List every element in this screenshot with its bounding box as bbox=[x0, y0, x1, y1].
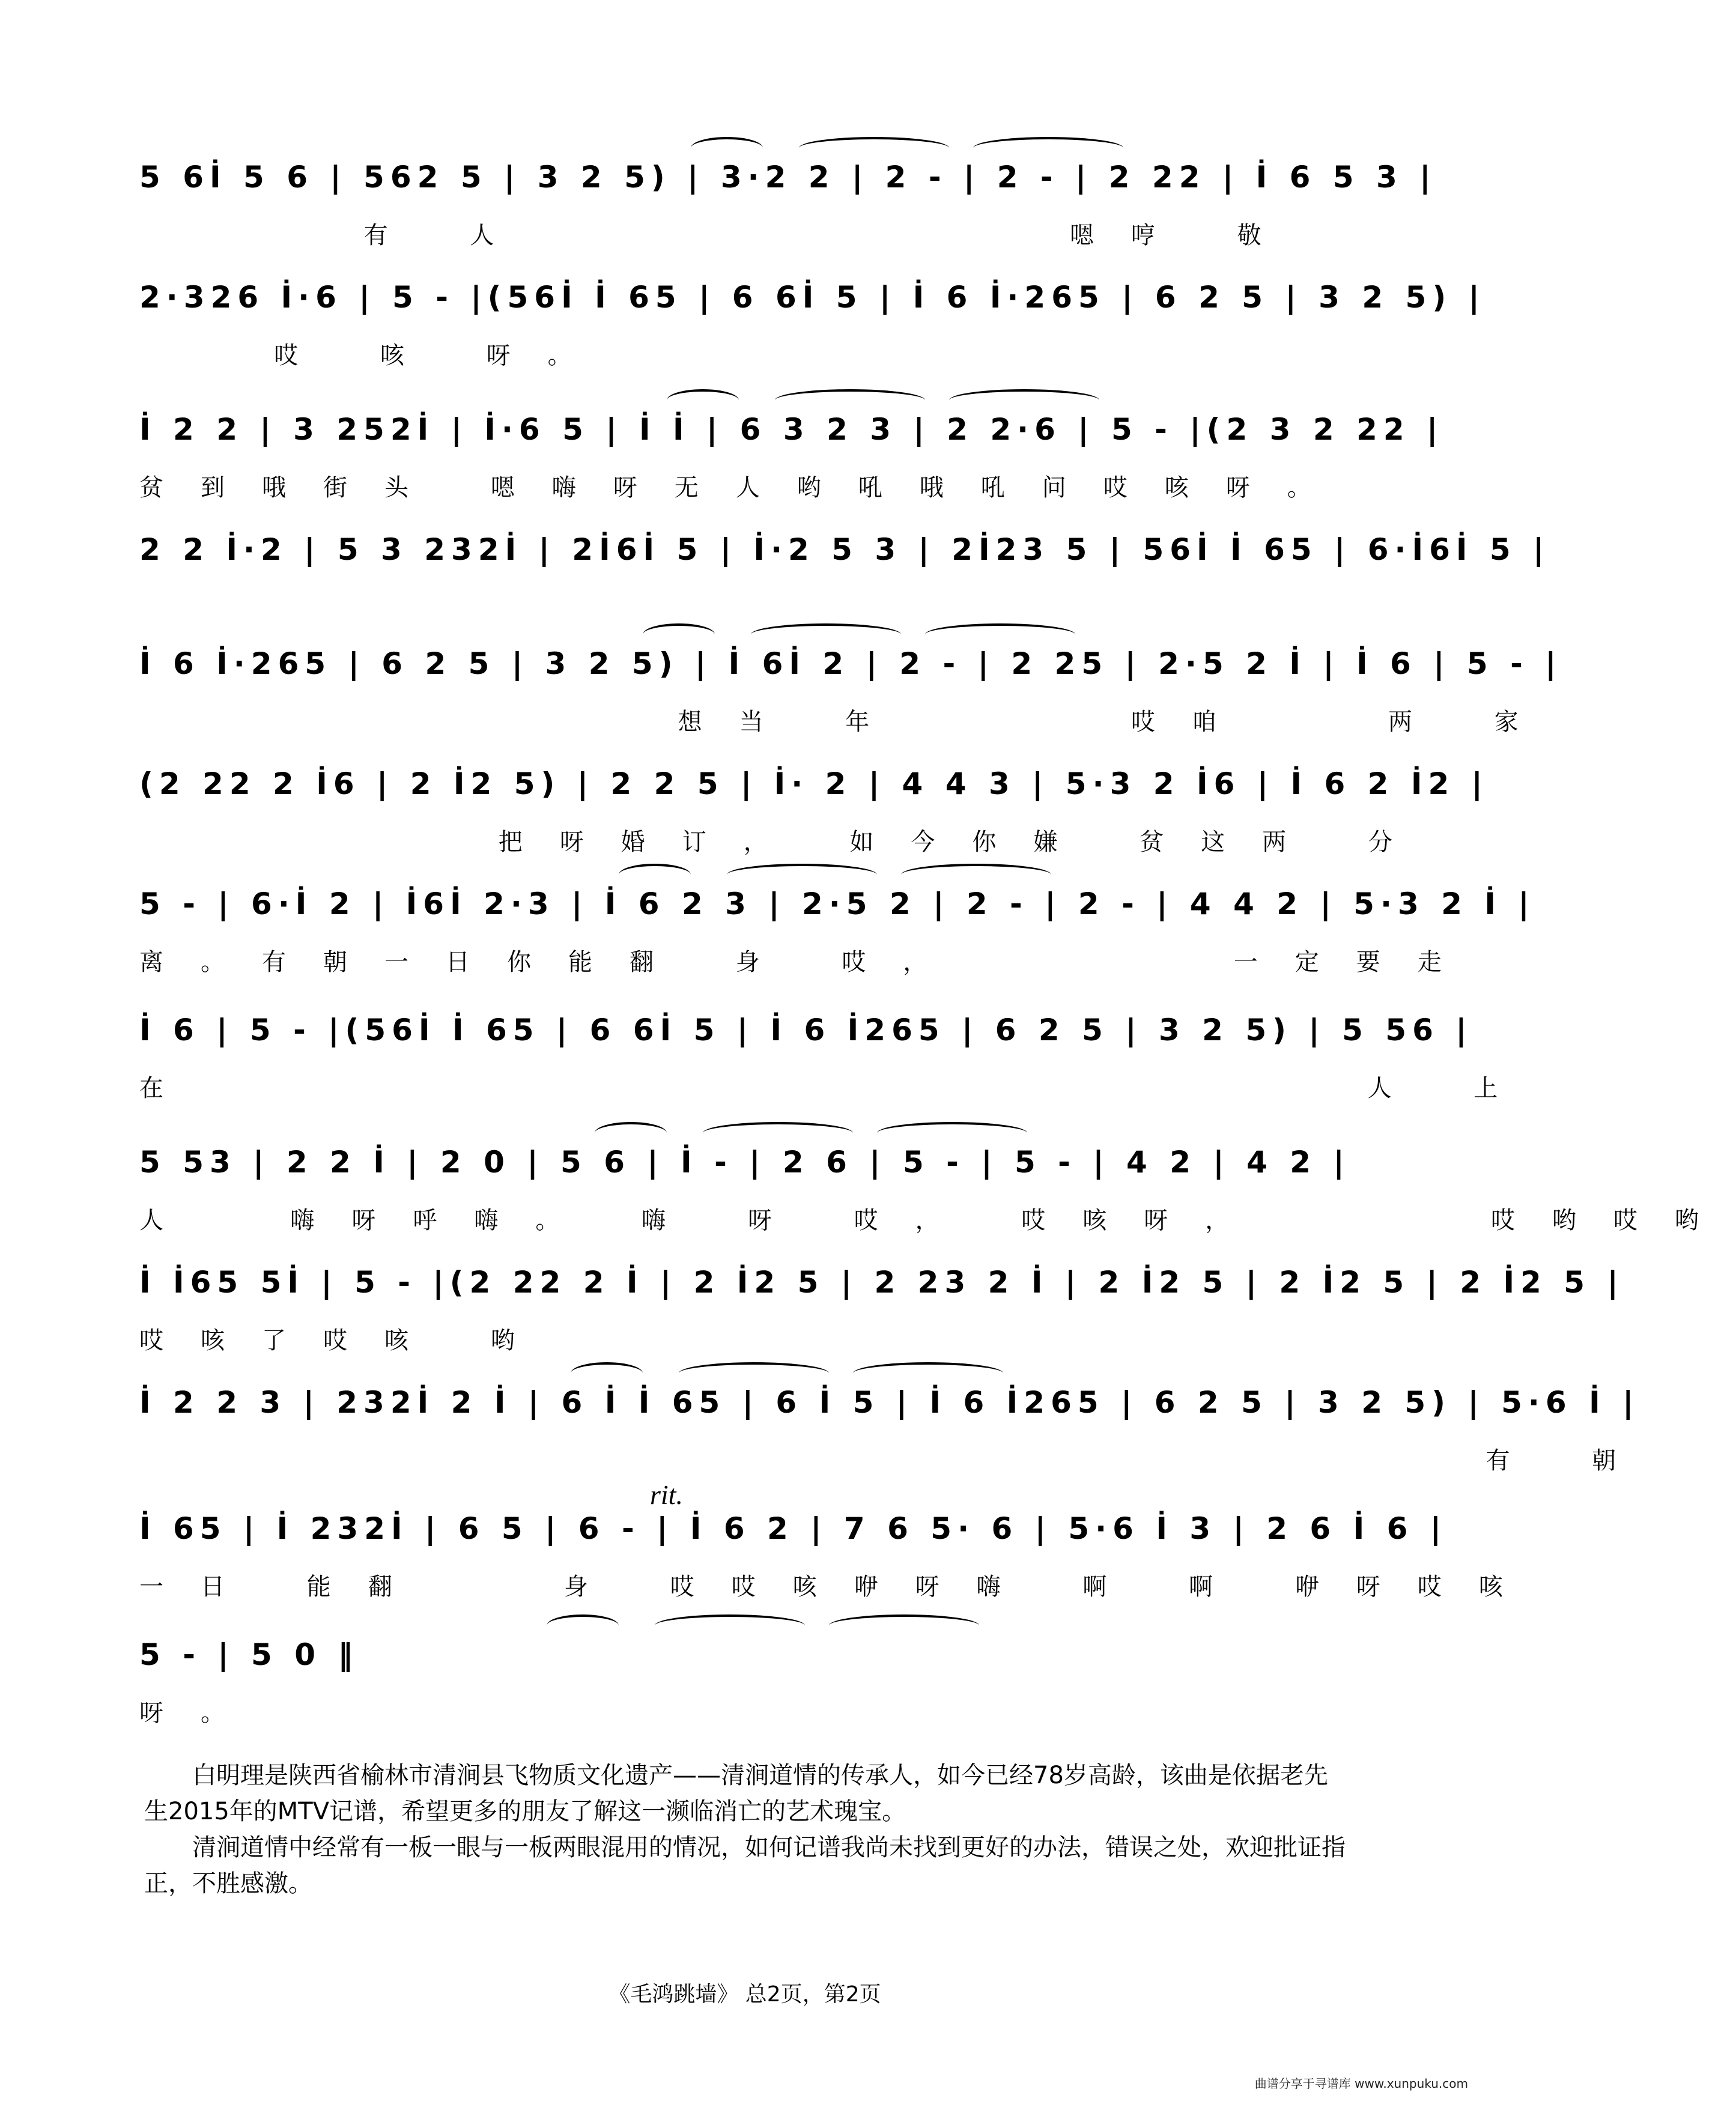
notation-line: 5 6İ 5 6 | 562 5 | 3 2 5) | 3·2 2 | 2 - | 2 - | 2 22 | İ 6 5 3 | bbox=[139, 160, 1437, 195]
lyric-line: 哎 咳 呀。 bbox=[139, 342, 609, 369]
notation-line: 5 53 | 2 2 İ | 2 0 | 5 6 | İ - | 2 6 | 5 - | 5 - | 4 2 | 4 2 | bbox=[139, 1145, 1350, 1180]
score-system bbox=[139, 877, 1535, 985]
notation-line: İ 2 2 | 3 252İ | İ·6 5 | İ İ | 6 3 2 3 | 2 2·6 | 5 - |(2 3 2 22 | bbox=[139, 412, 1444, 447]
notation-line: İ 2 2 3 | 232İ 2 İ | 6 İ İ 65 | 6 İ 5 | İ 6 İ265 | 6 2 5 | 3 2 5) | 5·6 İ | bbox=[139, 1385, 1640, 1420]
slur-mark bbox=[877, 1122, 1027, 1135]
score-system bbox=[139, 1255, 1624, 1363]
score-system bbox=[139, 757, 1489, 865]
lyric-line: 有 朝 bbox=[139, 1447, 1654, 1475]
lyric-line: 贫到哦街头 嗯嗨呀无人哟吼哦吼问哎咳呀。 bbox=[139, 474, 1349, 502]
slur-mark bbox=[829, 1614, 979, 1628]
score-system bbox=[139, 1375, 1654, 1484]
slur-mark bbox=[655, 1614, 805, 1628]
slur-mark bbox=[853, 1362, 1003, 1375]
slur-mark bbox=[571, 1362, 643, 1375]
slur-mark bbox=[727, 864, 877, 877]
notation-line: (2 22 2 İ6 | 2 İ2 5) | 2 2 5 | İ· 2 | 4 4 3 | 5·3 2 İ6 | İ 6 2 İ2 | bbox=[139, 766, 1489, 801]
slur-mark bbox=[679, 1362, 829, 1375]
score-system bbox=[139, 1003, 1535, 1111]
slur-mark bbox=[703, 1122, 853, 1135]
lyric-line: 一日 能翻 身 哎哎咳咿呀嗨 啊 啊 咿呀哎咳 bbox=[139, 1573, 1540, 1601]
note-paragraph-2: 清涧道情中经常有一板一眼与一板两眼混用的情况，如何记谱我尚未找到更好的办法，错误之处，欢迎批证指正，不胜感激。 bbox=[144, 1834, 1346, 1897]
slur-mark bbox=[973, 137, 1123, 150]
notation-line: 2 2 İ·2 | 5 3 232İ | 2İ6İ 5 | İ·2 5 3 | 2İ23 5 | 56İ İ 65 | 6·İ6İ 5 | bbox=[139, 532, 1550, 567]
lyric-line: 把呀婚订， 如今你嫌 贫这两 分 bbox=[139, 828, 1430, 856]
slur-mark bbox=[799, 137, 949, 150]
slur-mark bbox=[949, 389, 1099, 402]
score-system bbox=[139, 1502, 1540, 1610]
lyric-line: 想当 年 哎咱 两 家 bbox=[139, 708, 1556, 736]
score-system bbox=[139, 402, 1444, 511]
score-system bbox=[139, 270, 1486, 378]
slur-mark bbox=[619, 864, 691, 877]
notation-line: İ 6 İ·265 | 6 2 5 | 3 2 5) | İ 6İ 2 | 2 - | 2 25 | 2·5 2 İ | İ 6 | 5 - | bbox=[139, 646, 1562, 681]
score-system bbox=[139, 150, 1437, 258]
slur-mark bbox=[547, 1614, 619, 1628]
lyric-line: 哎咳了哎咳 哟 bbox=[139, 1327, 552, 1354]
notation-line: İ 65 | İ 232İ | 6 5 | 6 - | İ 6 2 | 7 6 5· 6 | 5·6 İ 3 | 2 6 İ 6 | bbox=[139, 1511, 1448, 1546]
slur-mark bbox=[775, 389, 925, 402]
score-system bbox=[139, 523, 1550, 631]
lyric-line: 人 嗨呀呼嗨。 嗨 呀 哎， 哎咳呀， 哎哟哎哟 bbox=[139, 1207, 1736, 1234]
slur-mark bbox=[691, 137, 763, 150]
lyric-line: 在 人 上 bbox=[139, 1075, 1535, 1102]
lyric-line: 有 人 嗯哼 敬 bbox=[139, 222, 1299, 249]
slur-mark bbox=[901, 864, 1051, 877]
score-system bbox=[139, 1135, 1736, 1243]
lyric-line: 离。有朝一日你能翻 身 哎， 一定要走 bbox=[139, 948, 1479, 976]
lyric-line bbox=[139, 590, 1353, 626]
score-system bbox=[139, 1628, 1353, 1736]
score-system bbox=[139, 637, 1562, 745]
notation-line: 5 - | 5 0 ‖ bbox=[139, 1637, 359, 1672]
page-footer: 《毛鸿跳墙》 总2页，第2页 bbox=[609, 1982, 881, 2007]
slur-mark bbox=[595, 1122, 667, 1135]
notation-line: 5 - | 6·İ 2 | İ6İ 2·3 | İ 6 2 3 | 2·5 2 | 2 - | 2 - | 4 4 2 | 5·3 2 İ | bbox=[139, 887, 1535, 921]
notation-line: 2·326 İ·6 | 5 - |(56İ İ 65 | 6 6İ 5 | İ 6 İ·265 | 6 2 5 | 3 2 5) | bbox=[139, 280, 1486, 315]
site-watermark: 曲谱分享于寻谱库 www.xunpuku.com bbox=[1254, 2076, 1468, 2091]
lyric-line: 呀。 bbox=[139, 1699, 262, 1727]
note-paragraph-1: 白明理是陕西省榆林市清涧县飞物质文化遗产——清涧道情的传承人，如今已经78岁高龄，该曲是依据老先生2015年的MTV记谱，希望更多的朋友了解这一濒临消亡的艺术瑰宝。 bbox=[144, 1762, 1328, 1825]
notation-line: İ İ65 5İ | 5 - |(2 22 2 İ | 2 İ2 5 | 2 23 2 İ | 2 İ2 5 | 2 İ2 5 | 2 İ2 5 | bbox=[139, 1265, 1624, 1300]
notation-line: İ 6 | 5 - |(56İ İ 65 | 6 6İ 5 | İ 6 İ265 | 6 2 5 | 3 2 5) | 5 56 | bbox=[139, 1013, 1473, 1047]
rit-marking: rit. bbox=[650, 1479, 683, 1510]
slur-mark bbox=[667, 389, 739, 402]
